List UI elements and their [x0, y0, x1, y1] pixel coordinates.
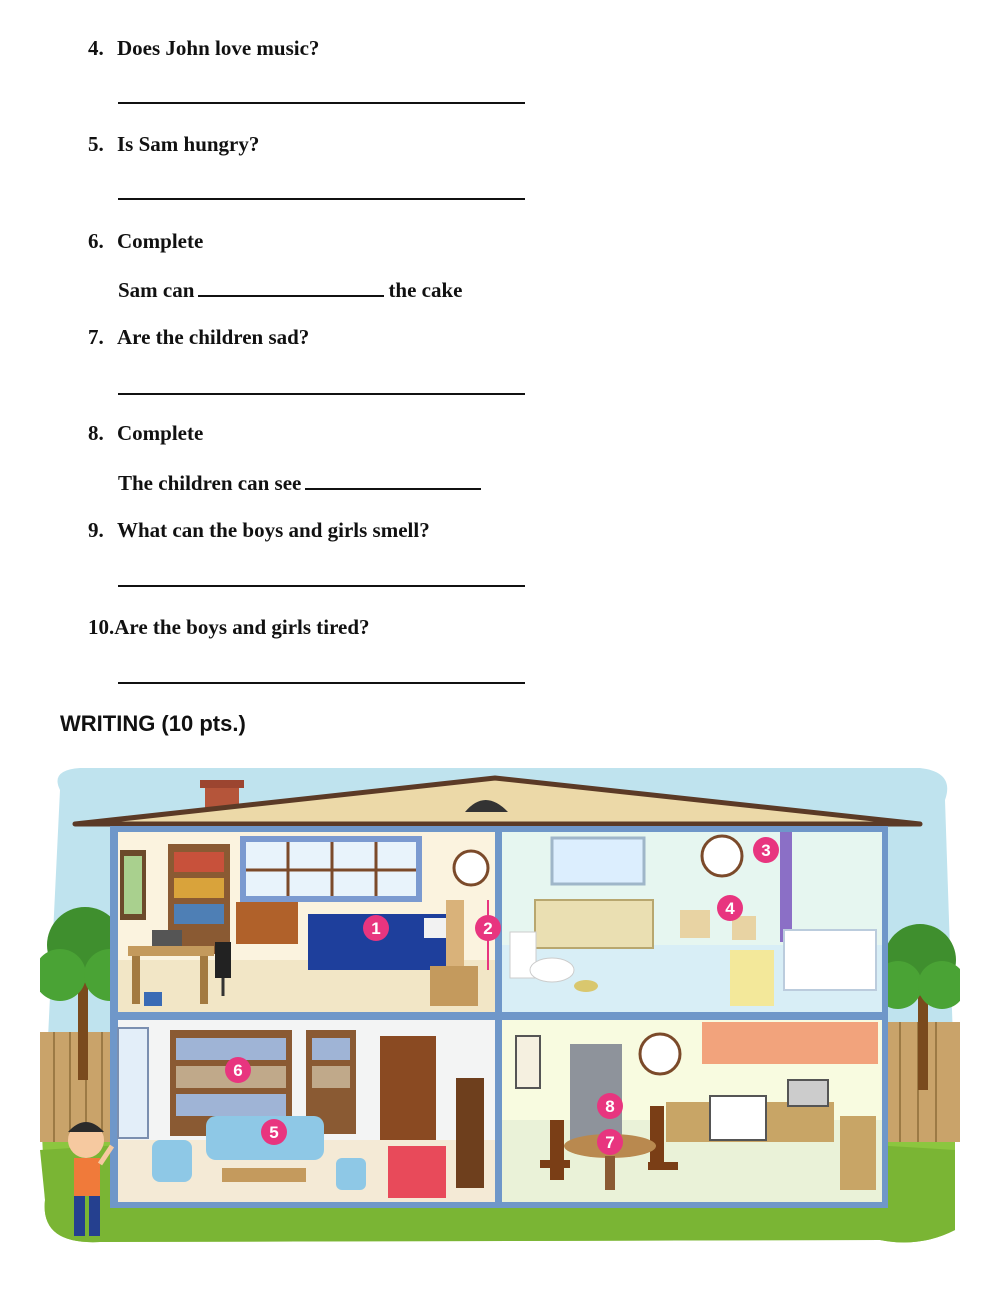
room-label-4 [717, 895, 743, 921]
room-label-7 [597, 1129, 623, 1155]
label-badge-number: 5 [269, 1123, 279, 1142]
question-text: Is Sam hungry? [117, 132, 260, 156]
question-text: Are the boys and girls tired? [114, 615, 370, 639]
question-text: Are the children sad? [117, 325, 310, 349]
living-room [118, 1020, 495, 1202]
question-text: Does John love music? [117, 36, 320, 60]
answer-line-4[interactable] [118, 102, 525, 104]
question-number: 7. [88, 325, 104, 349]
question-4 [88, 36, 319, 60]
complete-sentence-6 [118, 277, 463, 302]
house-illustration [40, 760, 960, 1250]
question-number: 9. [88, 518, 104, 542]
room-label-3 [753, 837, 779, 863]
question-text: Complete [117, 421, 204, 445]
label-badge-number: 6 [233, 1061, 243, 1080]
answer-line-7[interactable] [118, 393, 525, 395]
question-8 [88, 421, 203, 445]
room-label-8 [597, 1093, 623, 1119]
bedroom [118, 832, 495, 1012]
sentence-start: Sam can [118, 278, 195, 302]
fill-in-blank-8[interactable] [305, 470, 481, 490]
label-badge-number: 4 [725, 899, 735, 918]
room-label-1 [363, 915, 389, 941]
label-badge-number: 3 [761, 841, 771, 860]
room-label-2 [475, 915, 501, 941]
question-9 [88, 518, 430, 542]
question-5 [88, 132, 259, 156]
kitchen [502, 1020, 882, 1202]
sentence-start: The children can see [118, 471, 302, 495]
section-heading: WRITING (10 pts.) [60, 711, 246, 736]
question-text: What can the boys and girls smell? [117, 518, 430, 542]
room-label-6 [225, 1057, 251, 1083]
label-badge-number: 7 [605, 1133, 615, 1152]
question-10 [88, 615, 370, 639]
question-number: 4. [88, 36, 104, 60]
sentence-end: the cake [388, 278, 463, 302]
bathroom [502, 832, 882, 1012]
question-6 [88, 229, 203, 253]
room-label-5 [261, 1119, 287, 1145]
fill-in-blank-6[interactable] [198, 277, 384, 297]
question-number: 5. [88, 132, 104, 156]
question-text: Complete [117, 229, 204, 253]
answer-line-9[interactable] [118, 585, 525, 587]
label-badge-number: 2 [483, 919, 493, 938]
label-badge-number: 8 [605, 1097, 615, 1116]
question-number: 8. [88, 421, 104, 445]
question-7 [88, 325, 309, 349]
label-badge-number: 1 [371, 919, 381, 938]
answer-line-10[interactable] [118, 682, 525, 684]
answer-line-5[interactable] [118, 198, 525, 200]
complete-sentence-8 [118, 470, 485, 495]
question-number: 6. [88, 229, 104, 253]
question-number: 10. [88, 615, 115, 639]
